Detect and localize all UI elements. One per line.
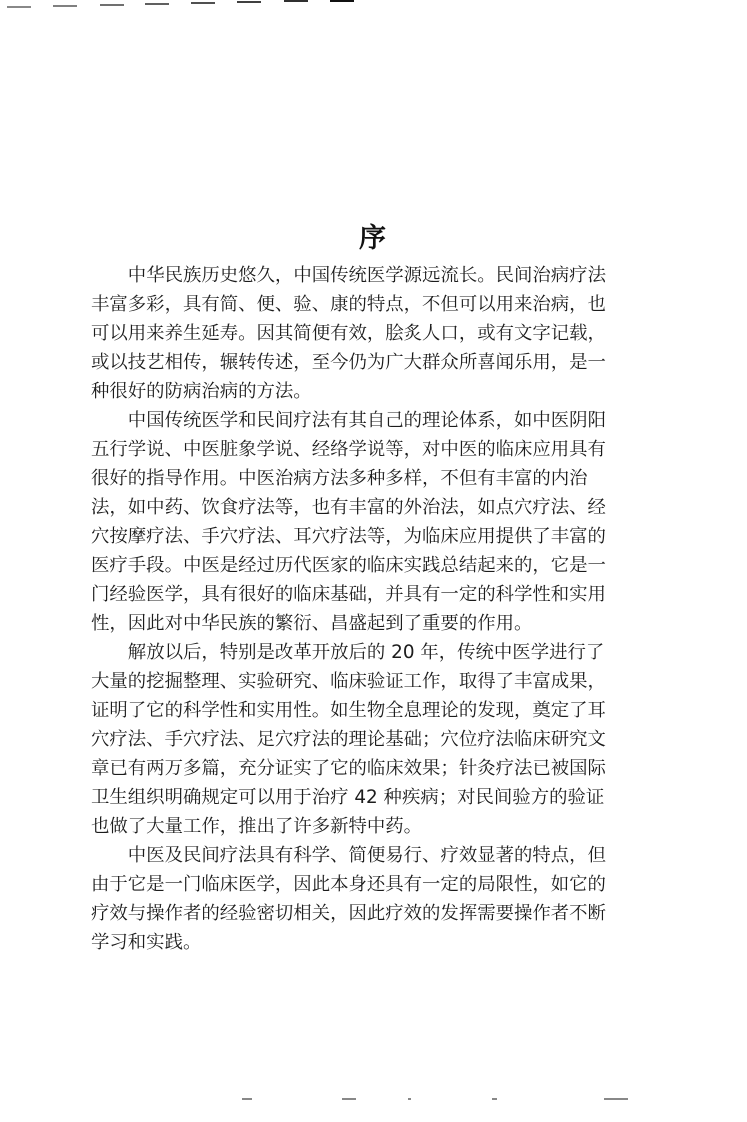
text-line: 章已有两万多篇，充分证实了它的临床效果；针灸疗法已被国际	[91, 758, 606, 779]
scan-speck	[492, 1098, 497, 1100]
paragraph-4	[91, 841, 663, 957]
text-line: 中华民族历史悠久，中国传统医学源远流长。民间治病疗法	[127, 265, 606, 286]
scan-mark	[191, 2, 215, 4]
scan-speck	[242, 1098, 252, 1100]
scan-speck	[604, 1098, 628, 1100]
text-line: 丰富多彩，具有简、便、验、康的特点，不但可以用来治病，也	[91, 294, 606, 315]
text-line: 五行学说、中医脏象学说、经络学说等，对中医的临床应用具有	[91, 439, 606, 460]
page-title: 序	[359, 223, 388, 255]
text-line: 卫生组织明确规定可以用于治疗 42 种疾病；对民间验方的验证	[91, 787, 605, 808]
scan-mark	[237, 1, 261, 3]
text-line: 很好的指导作用。中医治病方法多种多样，不但有丰富的内治	[91, 468, 588, 489]
text-line: 或以技艺相传，辗转传述，至今仍为广大群众所喜闻乐用，是一	[91, 352, 606, 373]
text-line: 穴按摩疗法、手穴疗法、耳穴疗法等，为临床应用提供了丰富的	[91, 526, 606, 547]
text-line: 中国传统医学和民间疗法有其自己的理论体系，如中医阴阳	[127, 410, 606, 431]
text-line: 性，因此对中华民族的繁衍、昌盛起到了重要的作用。	[91, 613, 533, 634]
text-line: 由于它是一门临床医学，因此本身还具有一定的局限性，如它的	[91, 874, 606, 895]
scan-speck	[342, 1098, 356, 1100]
scan-mark	[145, 3, 169, 5]
text-line: 解放以后，特别是改革开放后的 20 年，传统中医学进行了	[127, 642, 605, 663]
text-line: 也做了大量工作，推出了许多新特中药。	[91, 816, 423, 837]
text-line: 可以用来养生延寿。因其简便有效，脍炙人口，或有文字记载，	[91, 323, 606, 344]
scan-mark	[330, 0, 354, 2]
text-line: 法，如中药、饮食疗法等，也有丰富的外治法，如点穴疗法、经	[91, 497, 606, 518]
scan-footer-noise	[0, 1098, 747, 1108]
preface-body	[91, 261, 663, 957]
text-line: 大量的挖掘整理、实验研究、临床验证工作，取得了丰富成果，	[91, 671, 606, 692]
paragraph-3	[91, 638, 663, 841]
scan-mark	[100, 4, 124, 6]
text-line: 学习和实践。	[91, 932, 202, 953]
text-line: 种很好的防病治病的方法。	[91, 381, 312, 402]
scan-edge-marks	[0, 0, 400, 10]
text-line: 证明了它的科学性和实用性。如生物全息理论的发现，奠定了耳	[91, 700, 606, 721]
paragraph-1	[91, 261, 663, 406]
scan-mark	[284, 0, 308, 2]
text-line: 中医及民间疗法具有科学、简便易行、疗效显著的特点，但	[127, 845, 606, 866]
text-line: 门经验医学，具有很好的临床基础，并具有一定的科学性和实用	[91, 584, 606, 605]
scan-mark	[53, 5, 77, 7]
text-line: 疗效与操作者的经验密切相关，因此疗效的发挥需要操作者不断	[91, 903, 606, 924]
scan-mark	[7, 6, 31, 8]
text-line: 穴疗法、手穴疗法、足穴疗法的理论基础；穴位疗法临床研究文	[91, 729, 606, 750]
paragraph-2	[91, 406, 663, 638]
text-line: 医疗手段。中医是经过历代医家的临床实践总结起来的，它是一	[91, 555, 606, 576]
scan-speck	[408, 1098, 411, 1100]
